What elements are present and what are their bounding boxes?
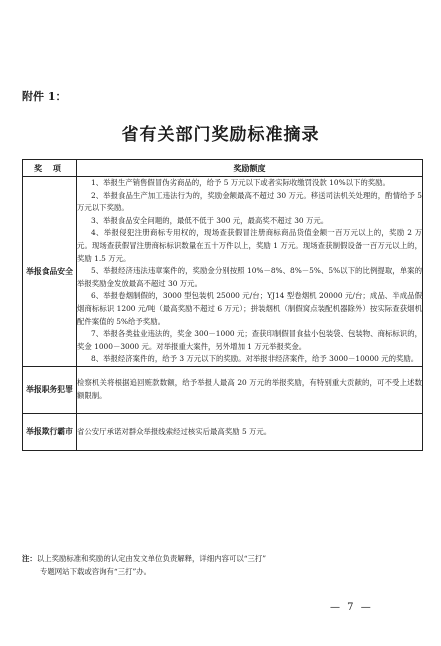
footnote: [22, 552, 422, 578]
reward-item: 5、举报经济违法违章案件的，奖励金分别按照 10%－8%、8%－5%、5%以下的比例提取，单案的举报奖励金发放最高不超过 30 万元。: [77, 266, 422, 288]
table-header-row: [23, 160, 423, 177]
reward-item: 3、举报食品安全问题的，最低不低于 300 元，最高奖不超过 30 万元。: [91, 215, 329, 225]
reward-detail-duty-crime: [77, 366, 423, 413]
reward-detail-food-safety: [77, 177, 423, 367]
page-title: 省有关部门奖励标准摘录: [121, 125, 320, 145]
attachment-label: 附件 1：: [22, 90, 67, 103]
reward-standards-table: [22, 159, 423, 451]
reward-item: 4、举报侵犯注册商标专用权的，现场查获假冒注册商标商品货值金额一百万元以上的，奖励 2 万元。现场查获假冒注册商标标识数量在五十万件以上，奖励 1 万元。现场查获制假设备一百万元以上的，奖励 1.5 万元。: [77, 228, 422, 263]
column-header-amount: 奖励额度: [77, 160, 423, 177]
table-row: [23, 177, 423, 367]
reward-item: 省公安厅承诺对群众举报线索经过核实后最高奖励 5 万元。: [77, 426, 272, 436]
footnote-text-1: 以上奖励标准和奖励的认定由发文单位负责解释，详细内容可以“三打”: [36, 554, 267, 563]
category-market-bullying: 举报欺行霸市: [23, 413, 77, 450]
reward-item: 6、举报卷烟制假的，3000 型包装机 25000 元/台；YJ14 型卷烟机 20000 元/台；成品、半成品假烟商标标识 1200 元/吨（最高奖励不超过 6 万元）；拼装烟机（制假窝点装配机器除外）按实际查获烟机配件案值的 5%给予奖励。: [77, 291, 422, 326]
reward-item: 检察机关将根据追回赃款数额，给予举报人最高 20 万元的举报奖励，有特别重大贡献的，可不受上述数额限制。: [77, 378, 422, 400]
category-duty-crime: 举报职务犯罪: [23, 366, 77, 413]
column-header-item: 奖 项: [23, 160, 77, 177]
reward-item: 1、举报生产销售假冒伪劣商品的，给予 5 万元以下或者实际收缴罚没款 10%以下的奖励。: [91, 178, 390, 187]
reward-item: 8、举报经济案件的，给予 3 万元以下的奖励。对举报非经济案件，给予 3000－10000 元的奖励。: [91, 354, 419, 364]
footnote-text-2: 专题网站下载或咨询有“三打”办。: [40, 567, 152, 576]
reward-detail-market-bullying: [77, 413, 423, 450]
page-number: — 7 —: [330, 602, 373, 613]
footnote-label: 注：: [22, 554, 37, 563]
reward-item: 7、举报各类盐业违法的，奖金 300－1000 元；查获印制假冒食盐小包装袋、包装物、商标标识的，奖金 1000－3000 元。对举报重大案件，另外增加 1 万元举报奖金。: [77, 329, 422, 351]
category-food-safety: 举报食品安全: [23, 177, 77, 367]
table-row: [23, 413, 423, 450]
table-row: [23, 366, 423, 413]
footnote-line-1: [22, 552, 422, 565]
reward-item: 2、举报食品生产加工违法行为的，奖励金额最高不超过 30 万元。移送司法机关处理的，酌情给予 5 万元以下奖励。: [77, 190, 422, 213]
